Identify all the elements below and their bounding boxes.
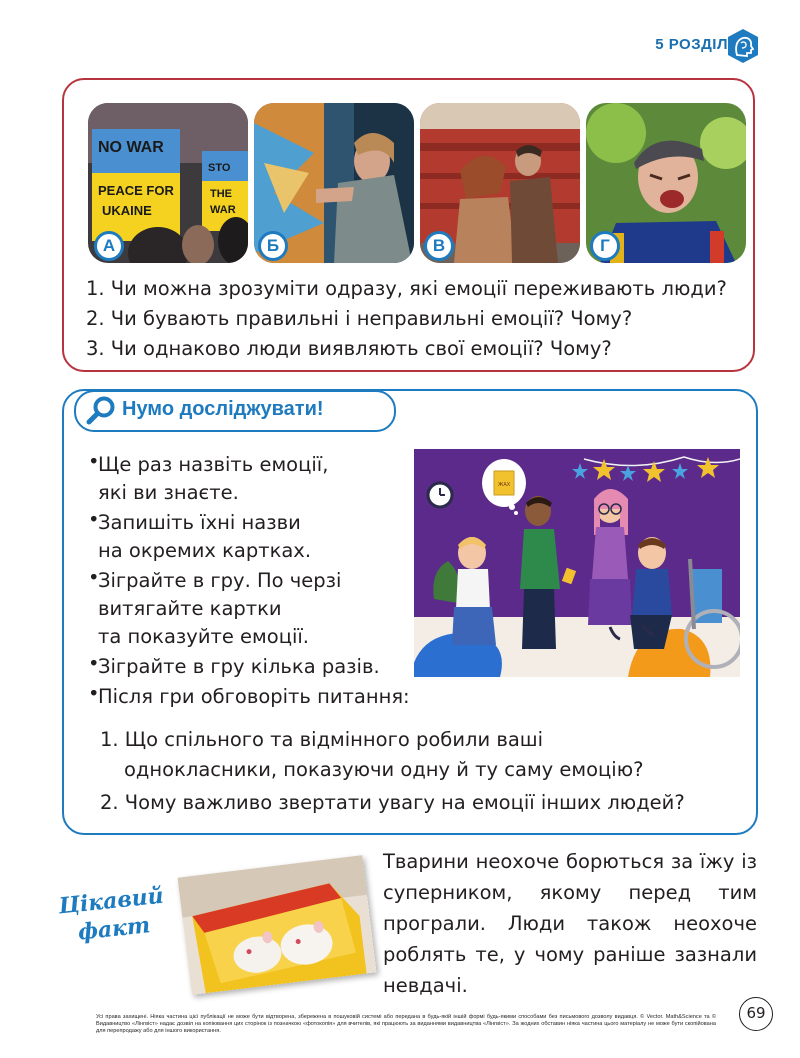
numbered-2-line-1: 2. Чому важливо звертати увагу на емоції інших людей?	[100, 791, 685, 814]
bullet-dot: •	[88, 450, 100, 473]
photo-badge-b: Б	[258, 231, 288, 261]
sign-line: WAR	[210, 204, 236, 216]
bullet-dot: •	[88, 508, 100, 531]
bullet-3-line-2: витягайте картки	[98, 597, 282, 620]
question-3: 3. Чи однаково люди виявляють свої емоції? Чому?	[86, 337, 612, 360]
fact-title-line-1: Цікавий	[57, 882, 165, 920]
bullet-1-line-2: які ви знаєте.	[98, 481, 239, 504]
photo-badge-g: Г	[590, 231, 620, 261]
photo-badge-a: А	[94, 231, 124, 261]
fact-photo-rats	[178, 855, 377, 995]
question-1: 1. Чи можна зрозуміти одразу, які емоції переживають люди?	[86, 277, 727, 300]
legal-notice: Усі права захищені. Ніяка частина цієї публікації не може бути відтворена, збережена в пошуковій системі або передана в будь-якій іншій формі будь-якими способами без письмового дозволу видавця. © Vector. Math&Science та © Видавництво «Лінгвіст» надає дозвіл на копіювання цих сторінок із позначкою «фотокопія» для вчителів, які працюють за виданнями видавництва «Лінгвіст». За жодних обставин ніяка частина цього матеріалу не може бути скопійована для перепродажу або для іншого використання.	[96, 1014, 716, 1034]
bullet-5-line-1: Після гри обговоріть питання:	[98, 685, 410, 708]
fact-text: Тварини неохоче борються за їжу із суперником, якому перед тим програли. Люди також неохоче роблять те, у чому раніше зазнали невдачі.	[383, 850, 757, 997]
bullet-dot: •	[88, 566, 100, 589]
fact-title-line-2: факт	[76, 912, 152, 946]
sign-line: THE	[210, 188, 232, 200]
bullet-2-line-2: на окремих картках.	[98, 539, 312, 562]
emotion-game-illustration	[414, 449, 740, 677]
sign-line: PEACE FOR	[98, 183, 174, 198]
numbered-1-line-1: 1. Що спільного та відмінного робили ваші	[100, 728, 544, 751]
section-label: 5 РОЗДІЛ	[655, 36, 728, 53]
sign-line: STO	[208, 162, 231, 174]
sign-line: NO WAR	[98, 139, 164, 156]
fact-title	[57, 882, 167, 949]
sign-line: UKAINE	[102, 203, 152, 218]
bullet-4-line-1: Зіграйте в гру кілька разів.	[98, 655, 380, 678]
photo-badge-v: В	[424, 231, 454, 261]
bullet-dot: •	[88, 652, 100, 675]
bullet-3-line-1: Зіграйте в гру. По черзі	[98, 569, 342, 592]
card-word: ЖАХ	[498, 482, 511, 488]
bullet-dot: •	[88, 682, 100, 705]
bullet-1-line-1: Ще раз назвіть емоції,	[98, 453, 329, 476]
bullet-3-line-3: та показуйте емоції.	[98, 625, 309, 648]
numbered-1-line-2: однокласники, показуючи одну й ту саму емоцію?	[124, 758, 644, 781]
magnifier-icon	[86, 395, 116, 425]
explore-title: Нумо досліджувати!	[122, 398, 324, 420]
question-2: 2. Чи бувають правильні і неправильні емоції? Чому?	[86, 307, 633, 330]
bullet-2-line-1: Запишіть їхні назви	[98, 511, 301, 534]
head-brain-icon	[726, 28, 760, 64]
page-number: 69	[739, 997, 773, 1031]
